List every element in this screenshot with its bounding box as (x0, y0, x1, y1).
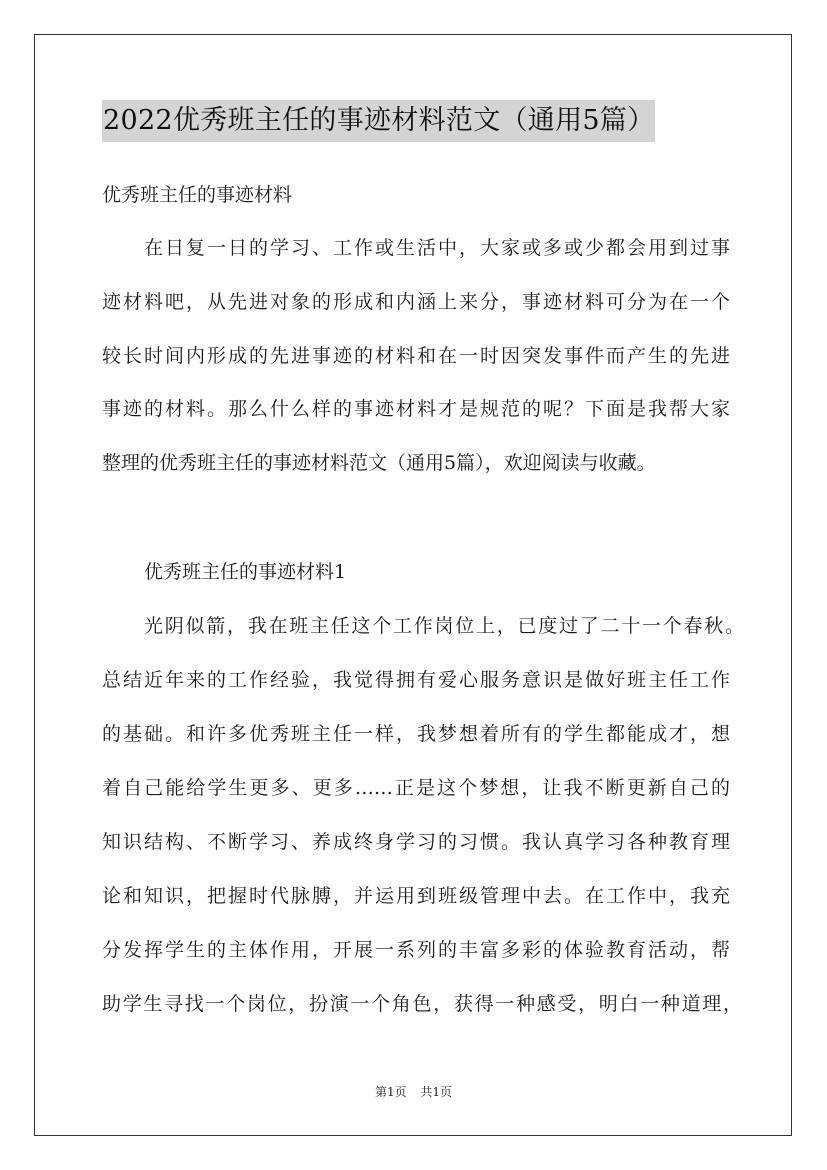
page-footer (0, 1084, 827, 1100)
document-subtitle: 优秀班主任的事迹材料 (102, 184, 293, 206)
body-line: 着自己能给学生更多、更多……正是这个梦想，让我不断更新自己的 (102, 777, 730, 799)
body-line: 分发挥学生的主体作用，开展一系列的丰富多彩的体验教育活动，帮 (102, 939, 730, 961)
page-number: 第1页 (374, 1085, 407, 1099)
document-title: 2022优秀班主任的事迹材料范文（通用5篇） (103, 105, 655, 136)
body-line: 知识结构、不断学习、养成终身学习的习惯。我认真学习各种教育理 (102, 831, 730, 853)
body-line: 光阴似箭，我在班主任这个工作岗位上，已度过了二十一个春秋。 (144, 615, 744, 637)
title-highlight (102, 100, 655, 142)
body-line: 助学生寻找一个岗位，扮演一个角色，获得一种感受，明白一种道理， (102, 993, 742, 1015)
intro-line: 迹材料吧，从先进对象的形成和内涵上来分，事迹材料可分为在一个 (102, 291, 730, 313)
section-heading: 优秀班主任的事迹材料1 (144, 561, 347, 583)
intro-line: 整理的优秀班主任的事迹材料范文（通用5篇），欢迎阅读与收藏。 (102, 452, 656, 474)
intro-line: 较长时间内形成的先进事迹的材料和在一时因突发事件而产生的先进 (102, 345, 730, 367)
body-line: 论和知识，把握时代脉膊，并运用到班级管理中去。在工作中，我充 (102, 885, 730, 907)
intro-line: 在日复一日的学习、工作或生活中，大家或多或少都会用到过事 (144, 237, 730, 259)
body-line: 的基础。和许多优秀班主任一样，我梦想着所有的学生都能成才，想 (102, 723, 730, 745)
intro-line: 事迹的材料。那么什么样的事迹材料才是规范的呢？下面是我帮大家 (102, 398, 730, 420)
body-line: 总结近年来的工作经验，我觉得拥有爱心服务意识是做好班主任工作 (102, 669, 730, 691)
page-total: 共1页 (420, 1085, 453, 1099)
